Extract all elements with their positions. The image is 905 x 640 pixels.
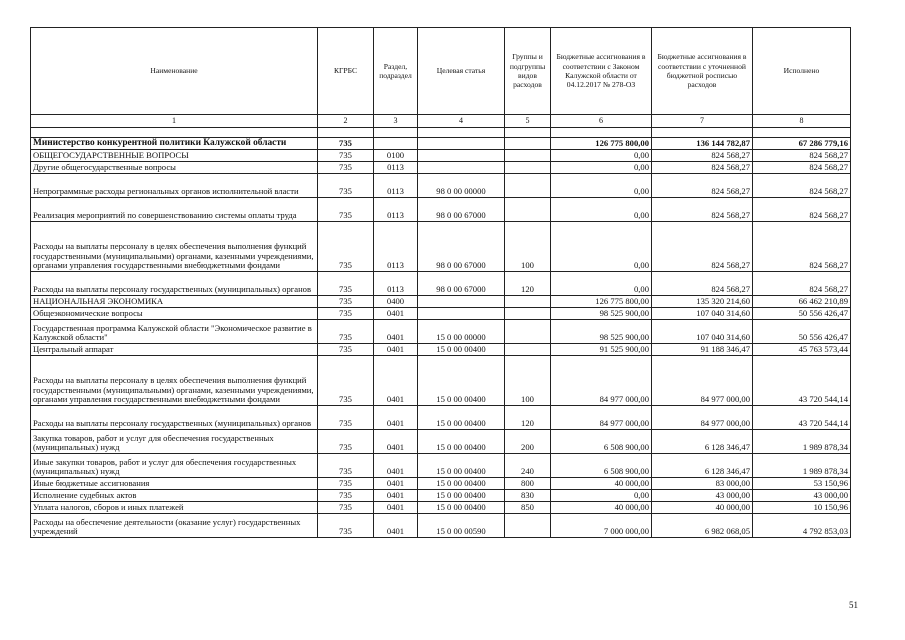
table-row (31, 406, 851, 430)
row-section: 0401 (374, 490, 418, 502)
row-executed-amount: 43 000,00 (753, 490, 851, 502)
row-kgrbs: 735 (318, 162, 374, 174)
row-group: 200 (505, 430, 551, 454)
row-name: Иные бюджетные ассигнования (31, 478, 318, 490)
row-law-amount: 0,00 (551, 490, 652, 502)
row-executed-amount: 1 989 878,34 (753, 454, 851, 478)
row-section (374, 138, 418, 150)
table-row (31, 162, 851, 174)
row-refined-amount: 824 568,27 (652, 162, 753, 174)
col-number: 4 (418, 115, 505, 128)
table-row (31, 514, 851, 538)
table-row (31, 478, 851, 490)
row-law-amount: 6 508 900,00 (551, 454, 652, 478)
row-law-amount: 0,00 (551, 272, 652, 296)
row-kgrbs: 735 (318, 320, 374, 344)
header-refined: Бюджетные ассигнования в соответствии с уточненной бюджетной росписью расходов (652, 28, 753, 115)
row-executed-amount: 43 720 544,14 (753, 406, 851, 430)
row-refined-amount: 107 040 314,60 (652, 308, 753, 320)
row-refined-amount: 43 000,00 (652, 490, 753, 502)
col-number: 3 (374, 115, 418, 128)
row-executed-amount: 50 556 426,47 (753, 320, 851, 344)
row-law-amount: 0,00 (551, 162, 652, 174)
row-executed-amount: 1 989 878,34 (753, 430, 851, 454)
row-law-amount: 0,00 (551, 150, 652, 162)
table-row (31, 502, 851, 514)
row-refined-amount: 84 977 000,00 (652, 356, 753, 406)
row-refined-amount: 107 040 314,60 (652, 320, 753, 344)
row-target (418, 162, 505, 174)
row-kgrbs: 735 (318, 296, 374, 308)
row-kgrbs: 735 (318, 308, 374, 320)
row-kgrbs: 735 (318, 406, 374, 430)
row-refined-amount: 6 128 346,47 (652, 430, 753, 454)
page-number: 51 (849, 600, 858, 610)
header-kgrbs: КГРБС (318, 28, 374, 115)
row-refined-amount: 84 977 000,00 (652, 406, 753, 430)
row-group (505, 296, 551, 308)
row-name: Закупка товаров, работ и услуг для обеспечения государственных (муниципальных) нужд (31, 430, 318, 454)
row-group (505, 320, 551, 344)
row-name: Государственная программа Калужской области "Экономическое развитие в Калужской области" (31, 320, 318, 344)
row-group (505, 514, 551, 538)
row-refined-amount: 40 000,00 (652, 502, 753, 514)
header-section: Раздел, подраздел (374, 28, 418, 115)
row-refined-amount: 6 982 068,05 (652, 514, 753, 538)
table-row (31, 490, 851, 502)
row-refined-amount: 135 320 214,60 (652, 296, 753, 308)
row-refined-amount: 136 144 782,87 (652, 138, 753, 150)
row-refined-amount: 83 000,00 (652, 478, 753, 490)
row-section: 0113 (374, 174, 418, 198)
row-name: Уплата налогов, сборов и иных платежей (31, 502, 318, 514)
table-row (31, 430, 851, 454)
row-target: 98 0 00 00000 (418, 174, 505, 198)
col-number: 6 (551, 115, 652, 128)
row-section: 0401 (374, 502, 418, 514)
table-row (31, 222, 851, 272)
row-kgrbs: 735 (318, 514, 374, 538)
row-target: 15 0 00 00400 (418, 430, 505, 454)
row-executed-amount: 10 150,96 (753, 502, 851, 514)
table-row (31, 138, 851, 150)
row-executed-amount: 824 568,27 (753, 162, 851, 174)
col-number: 8 (753, 115, 851, 128)
row-law-amount: 0,00 (551, 174, 652, 198)
row-target: 15 0 00 00400 (418, 454, 505, 478)
row-executed-amount: 824 568,27 (753, 222, 851, 272)
row-group (505, 344, 551, 356)
row-law-amount: 0,00 (551, 222, 652, 272)
row-law-amount: 98 525 900,00 (551, 308, 652, 320)
row-law-amount: 84 977 000,00 (551, 356, 652, 406)
row-law-amount: 84 977 000,00 (551, 406, 652, 430)
row-law-amount: 126 775 800,00 (551, 138, 652, 150)
row-executed-amount: 50 556 426,47 (753, 308, 851, 320)
row-group (505, 308, 551, 320)
row-executed-amount: 66 462 210,89 (753, 296, 851, 308)
header-groups: Группы и подгруппы видов расходов (505, 28, 551, 115)
row-executed-amount: 4 792 853,03 (753, 514, 851, 538)
row-name: Расходы на обеспечение деятельности (оказание услуг) государственных учреждений (31, 514, 318, 538)
row-executed-amount: 824 568,27 (753, 174, 851, 198)
row-group: 830 (505, 490, 551, 502)
col-number: 5 (505, 115, 551, 128)
row-group (505, 198, 551, 222)
row-section: 0401 (374, 320, 418, 344)
row-section: 0401 (374, 430, 418, 454)
row-name: Общеэкономические вопросы (31, 308, 318, 320)
row-name: Расходы на выплаты персоналу в целях обеспечения выполнения функций государственными (муниципальными) органами, казенными учреждениями, органами управления государственными внебюджетными фондами (31, 356, 318, 406)
row-executed-amount: 67 286 779,16 (753, 138, 851, 150)
row-kgrbs: 735 (318, 198, 374, 222)
row-target: 15 0 00 00400 (418, 490, 505, 502)
row-executed-amount: 53 150,96 (753, 478, 851, 490)
row-target: 15 0 00 00590 (418, 514, 505, 538)
table-row (31, 308, 851, 320)
row-target: 98 0 00 67000 (418, 198, 505, 222)
row-target (418, 308, 505, 320)
row-group: 120 (505, 272, 551, 296)
row-section: 0401 (374, 478, 418, 490)
table-row (31, 272, 851, 296)
row-group (505, 162, 551, 174)
spacer-row (31, 128, 851, 138)
row-kgrbs: 735 (318, 138, 374, 150)
table-row (31, 174, 851, 198)
row-kgrbs: 735 (318, 430, 374, 454)
row-name: Расходы на выплаты персоналу государственных (муниципальных) органов (31, 406, 318, 430)
header-target: Целевая статья (418, 28, 505, 115)
table-row (31, 198, 851, 222)
row-target: 15 0 00 00400 (418, 502, 505, 514)
row-kgrbs: 735 (318, 222, 374, 272)
row-name: Исполнение судебных актов (31, 490, 318, 502)
row-group (505, 138, 551, 150)
row-law-amount: 7 000 000,00 (551, 514, 652, 538)
table-row (31, 454, 851, 478)
row-name: Реализация мероприятий по совершенствованию системы оплаты труда (31, 198, 318, 222)
header-executed: Исполнено (753, 28, 851, 115)
table-body (31, 128, 851, 538)
row-name: Другие общегосударственные вопросы (31, 162, 318, 174)
header-law: Бюджетные ассигнования в соответствии с Законом Калужской области от 04.12.2017 № 278-ОЗ (551, 28, 652, 115)
row-refined-amount: 824 568,27 (652, 198, 753, 222)
row-section: 0401 (374, 356, 418, 406)
row-kgrbs: 735 (318, 502, 374, 514)
row-target: 15 0 00 00400 (418, 356, 505, 406)
row-target: 15 0 00 00400 (418, 344, 505, 356)
row-section: 0100 (374, 150, 418, 162)
header-name: Наименование (31, 28, 318, 115)
row-executed-amount: 824 568,27 (753, 150, 851, 162)
col-number: 1 (31, 115, 318, 128)
row-group: 100 (505, 356, 551, 406)
row-group: 850 (505, 502, 551, 514)
row-kgrbs: 735 (318, 174, 374, 198)
table-row (31, 356, 851, 406)
row-name: Расходы на выплаты персоналу в целях обеспечения выполнения функций государственными (муниципальными) органами, казенными учреждениями, органами управления государственными внебюджетными фондами (31, 222, 318, 272)
row-name: Непрограммные расходы региональных органов исполнительной власти (31, 174, 318, 198)
row-name: Иные закупки товаров, работ и услуг для обеспечения государственных (муниципальных) нужд (31, 454, 318, 478)
row-name: Центральный аппарат (31, 344, 318, 356)
col-number: 2 (318, 115, 374, 128)
row-refined-amount: 824 568,27 (652, 272, 753, 296)
row-refined-amount: 91 188 346,47 (652, 344, 753, 356)
row-target: 98 0 00 67000 (418, 272, 505, 296)
row-target (418, 296, 505, 308)
table-row (31, 344, 851, 356)
row-law-amount: 91 525 900,00 (551, 344, 652, 356)
row-name: Министерство конкурентной политики Калужской области (31, 138, 318, 150)
budget-table (30, 27, 851, 538)
row-name: ОБЩЕГОСУДАРСТВЕННЫЕ ВОПРОСЫ (31, 150, 318, 162)
row-executed-amount: 824 568,27 (753, 198, 851, 222)
table-row (31, 320, 851, 344)
row-kgrbs: 735 (318, 454, 374, 478)
row-target (418, 138, 505, 150)
row-executed-amount: 43 720 544,14 (753, 356, 851, 406)
row-target: 15 0 00 00400 (418, 406, 505, 430)
row-group (505, 150, 551, 162)
row-executed-amount: 824 568,27 (753, 272, 851, 296)
row-group: 240 (505, 454, 551, 478)
row-section: 0401 (374, 514, 418, 538)
row-law-amount: 6 508 900,00 (551, 430, 652, 454)
row-group: 100 (505, 222, 551, 272)
row-name: НАЦИОНАЛЬНАЯ ЭКОНОМИКА (31, 296, 318, 308)
row-section: 0401 (374, 344, 418, 356)
col-number: 7 (652, 115, 753, 128)
row-refined-amount: 6 128 346,47 (652, 454, 753, 478)
row-section: 0113 (374, 162, 418, 174)
row-refined-amount: 824 568,27 (652, 174, 753, 198)
row-kgrbs: 735 (318, 356, 374, 406)
table-row (31, 296, 851, 308)
row-target: 98 0 00 67000 (418, 222, 505, 272)
row-group: 800 (505, 478, 551, 490)
row-group: 120 (505, 406, 551, 430)
row-kgrbs: 735 (318, 344, 374, 356)
row-name: Расходы на выплаты персоналу государственных (муниципальных) органов (31, 272, 318, 296)
row-section: 0401 (374, 406, 418, 430)
row-section: 0113 (374, 198, 418, 222)
row-law-amount: 126 775 800,00 (551, 296, 652, 308)
table-row (31, 150, 851, 162)
row-section: 0113 (374, 272, 418, 296)
row-law-amount: 98 525 900,00 (551, 320, 652, 344)
row-law-amount: 40 000,00 (551, 502, 652, 514)
row-target: 15 0 00 00400 (418, 478, 505, 490)
row-kgrbs: 735 (318, 150, 374, 162)
row-section: 0400 (374, 296, 418, 308)
row-kgrbs: 735 (318, 490, 374, 502)
row-target (418, 150, 505, 162)
row-kgrbs: 735 (318, 478, 374, 490)
row-target: 15 0 00 00000 (418, 320, 505, 344)
row-refined-amount: 824 568,27 (652, 150, 753, 162)
row-kgrbs: 735 (318, 272, 374, 296)
row-law-amount: 0,00 (551, 198, 652, 222)
row-refined-amount: 824 568,27 (652, 222, 753, 272)
row-group (505, 174, 551, 198)
row-section: 0113 (374, 222, 418, 272)
row-section: 0401 (374, 454, 418, 478)
row-section: 0401 (374, 308, 418, 320)
row-law-amount: 40 000,00 (551, 478, 652, 490)
row-executed-amount: 45 763 573,44 (753, 344, 851, 356)
